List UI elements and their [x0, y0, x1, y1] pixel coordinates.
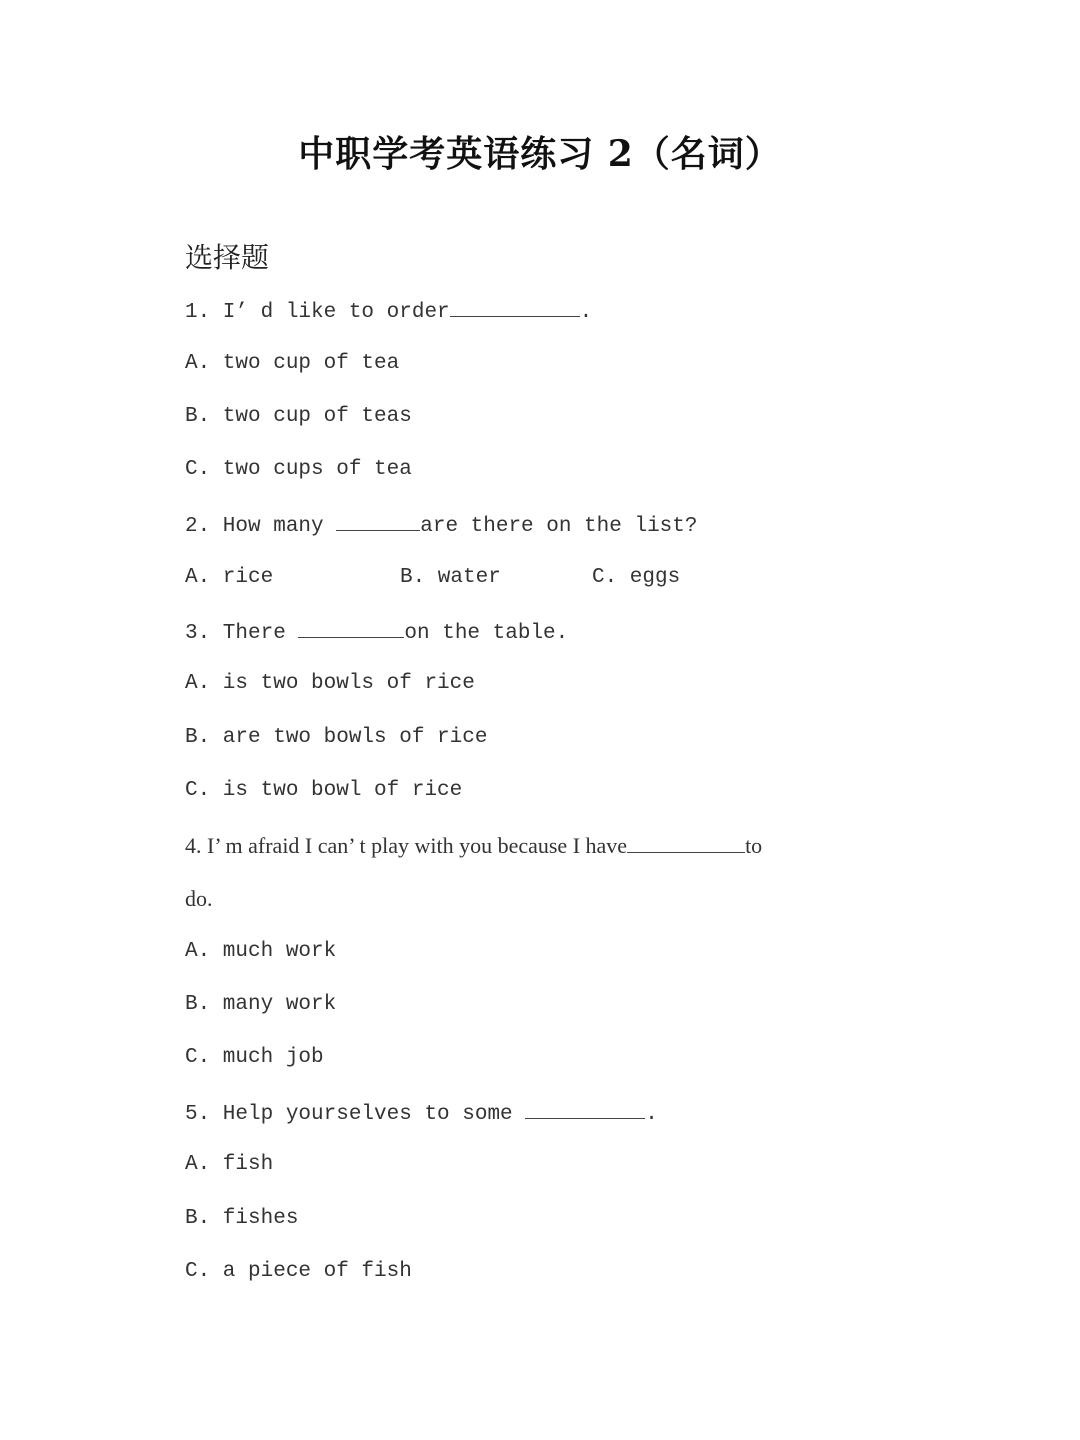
option-1a: A. two cup of tea [185, 352, 400, 375]
question-text: 5. Help yourselves to some [185, 1103, 526, 1126]
document-title: 中职学考英语练习 2（名词） [298, 133, 782, 175]
option-1b: B. two cup of teas [185, 405, 412, 428]
option-3a: A. is two bowls of rice [185, 672, 475, 695]
question-text: 3. There [185, 622, 299, 645]
option-2b: B. water [400, 566, 501, 589]
option-4c: C. much job [185, 1046, 324, 1069]
option-2a: A. rice [185, 566, 274, 589]
question-text: 1. I’ d like to order [185, 301, 450, 324]
option-5a: A. fish [185, 1153, 274, 1176]
option-5b: B. fishes [185, 1207, 299, 1230]
question-1 [185, 298, 592, 324]
answer-blank [298, 619, 404, 638]
section-heading: 选择题 [185, 241, 270, 274]
option-2c: C. eggs [592, 566, 681, 589]
answer-blank [450, 298, 580, 317]
question-text: on the table. [404, 622, 569, 645]
options-2 [185, 566, 785, 594]
option-3c: C. is two bowl of rice [185, 779, 463, 802]
question-3 [185, 619, 568, 645]
question-5 [185, 1100, 658, 1126]
option-3b: B. are two bowls of rice [185, 726, 488, 749]
question-4 [185, 833, 762, 859]
question-text: 2. How many [185, 515, 337, 538]
answer-blank [627, 834, 745, 853]
question-text: 4. I’ m afraid I can’ t play with you because I have [185, 833, 628, 858]
question-text: . [579, 301, 593, 324]
question-2 [185, 512, 697, 538]
answer-blank [336, 512, 420, 531]
question-text: . [645, 1103, 658, 1126]
option-1c: C. two cups of tea [185, 458, 412, 481]
question-text: are there on the list? [420, 515, 698, 538]
question-4-continued: do. [185, 886, 213, 911]
answer-blank [525, 1100, 645, 1119]
option-4b: B. many work [185, 993, 337, 1016]
option-5c: C. a piece of fish [185, 1260, 412, 1283]
option-4a: A. much work [185, 940, 337, 963]
question-text: to [745, 833, 763, 858]
